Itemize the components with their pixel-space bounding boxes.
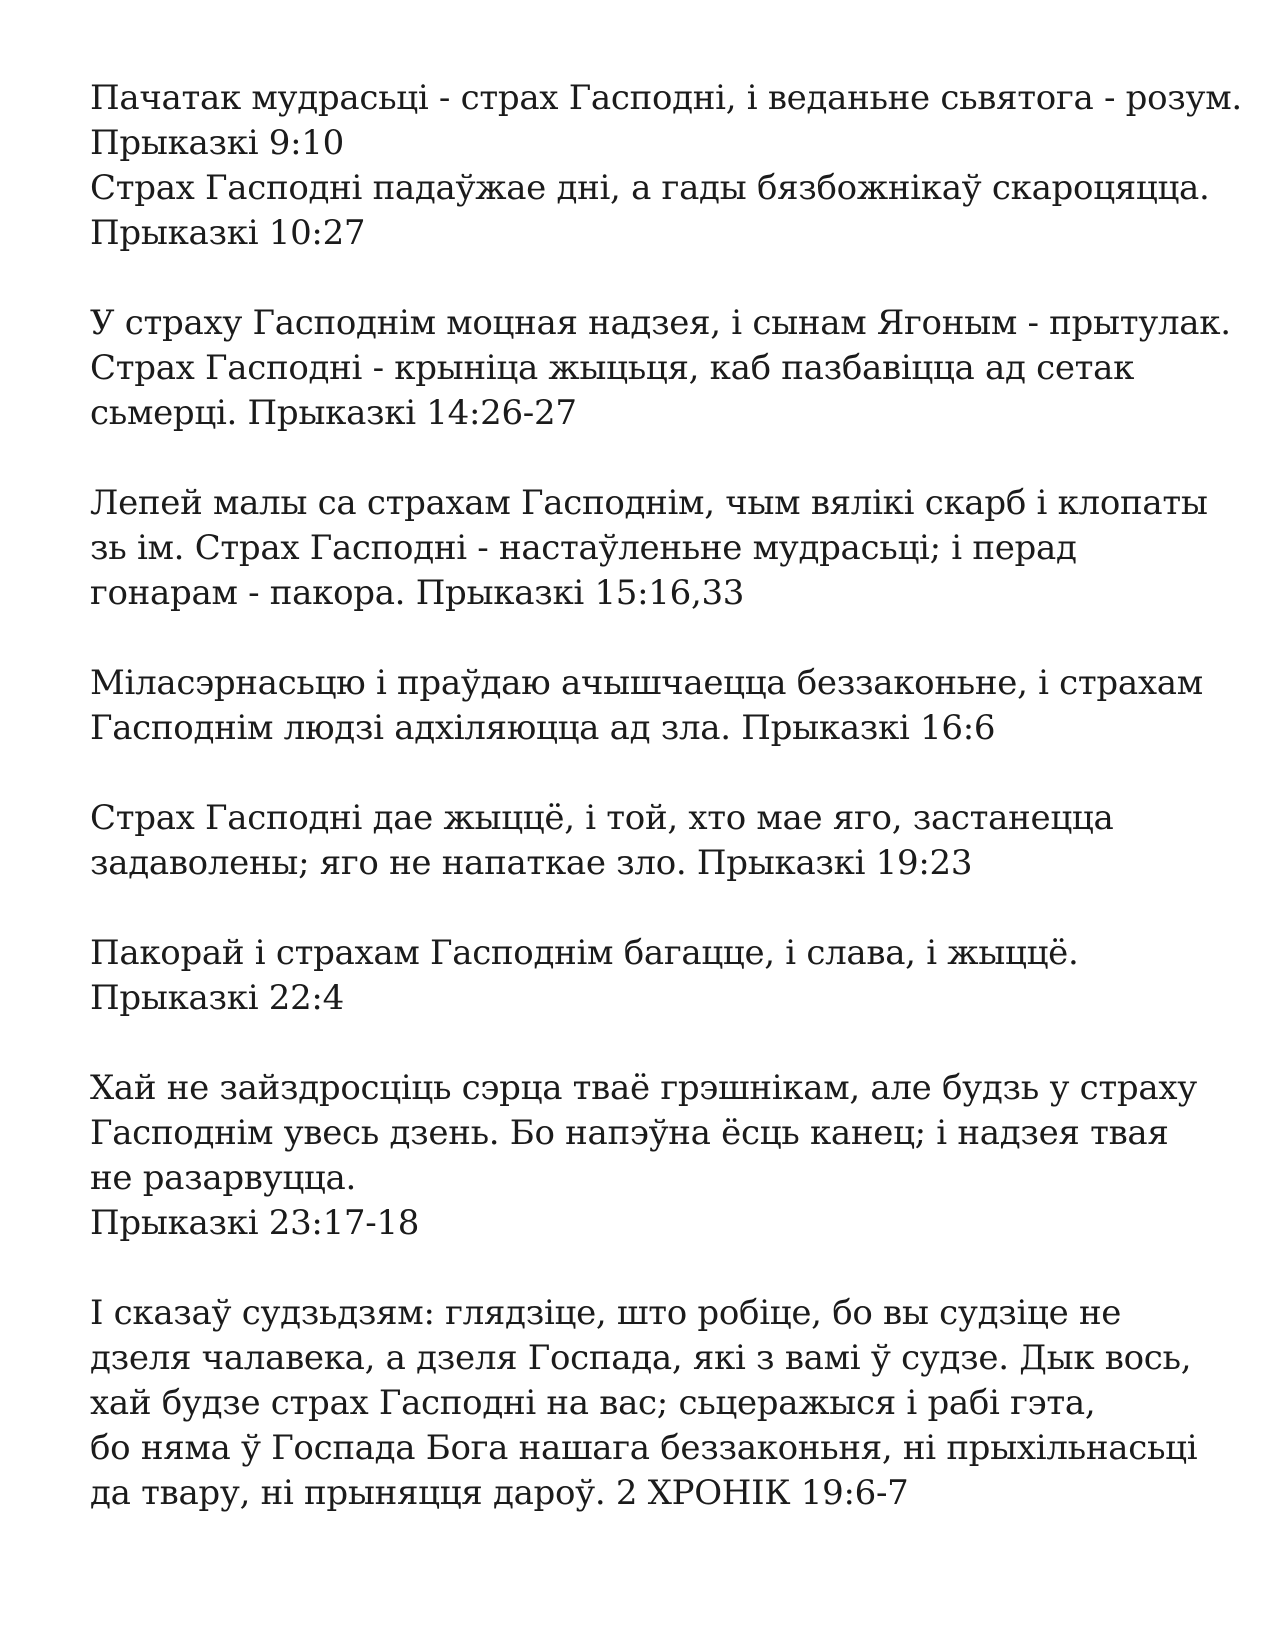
text-line: дзеля чалавека, а дзеля Госпада, які з вамі ў судзе. Дык вось, <box>90 1338 1192 1378</box>
paragraph-1 <box>90 76 1240 256</box>
document-body <box>90 76 1240 1561</box>
text-line: І сказаў судзьдзям: глядзіце, што робіце, бо вы судзіце не <box>90 1293 1122 1333</box>
text-line: Страх Гасподні дае жыццё, і той, хто мае яго, застанецца <box>90 798 1114 838</box>
text-line: Страх Гасподні падаўжае дні, а гады бязбожнікаў скароцяцца. <box>90 168 1210 208</box>
text-line: Прыказкі 10:27 <box>90 213 366 253</box>
text-line: Прыказкі 22:4 <box>90 978 344 1018</box>
text-line: Гасподнім увесь дзень. Бо напэўна ёсць канец; і надзея твая <box>90 1113 1169 1153</box>
text-line: Прыказкі 23:17-18 <box>90 1203 420 1243</box>
paragraph-8 <box>90 1291 1240 1516</box>
text-line: да твару, ні прыняцця дароў. 2 ХРОНІК 19:6-7 <box>90 1473 909 1513</box>
text-line: гонарам - пакора. Прыказкі 15:16,33 <box>90 573 745 613</box>
text-line: сьмерці. Прыказкі 14:26-27 <box>90 393 577 433</box>
paragraph-5 <box>90 796 1240 886</box>
paragraph-7 <box>90 1066 1240 1246</box>
text-line: Лепей малы са страхам Гасподнім, чым вялікі скарб і клопаты <box>90 483 1208 523</box>
paragraph-3 <box>90 481 1240 616</box>
text-line: Хай не зайздросціць сэрца тваё грэшнікам, але будзь у страху <box>90 1068 1197 1108</box>
text-line: задаволены; яго не напаткае зло. Прыказкі 19:23 <box>90 843 973 883</box>
text-line: Пакорай і страхам Гасподнім багацце, і слава, і жыццё. <box>90 933 1079 973</box>
text-line: У страху Гасподнім моцная надзея, і сынам Ягоным - прытулак. <box>90 303 1231 343</box>
text-line: Міласэрнасьцю і праўдаю ачышчаецца беззаконьне, і страхам <box>90 663 1203 703</box>
text-line: Гасподнім людзі адхіляюцца ад зла. Прыказкі 16:6 <box>90 708 996 748</box>
text-line: зь ім. Страх Гасподні - настаўленьне мудрасьці; і перад <box>90 528 1077 568</box>
paragraph-2 <box>90 301 1240 436</box>
text-line: хай будзе страх Гасподні на вас; сьцеражыся і рабі гэта, <box>90 1383 1096 1423</box>
text-line: бо няма ў Госпада Бога нашага беззаконьня, ні прыхільнасьці <box>90 1428 1198 1468</box>
paragraph-4 <box>90 661 1240 751</box>
paragraph-6 <box>90 931 1240 1021</box>
text-line: Страх Гасподні - крыніца жыцьця, каб пазбавіцца ад сетак <box>90 348 1135 388</box>
text-line: Прыказкі 9:10 <box>90 123 344 163</box>
text-line: не разарвуцца. <box>90 1158 356 1198</box>
text-line: Пачатак мудрасьці - страх Гасподні, і веданьне сьвятога - розум. <box>90 78 1242 118</box>
